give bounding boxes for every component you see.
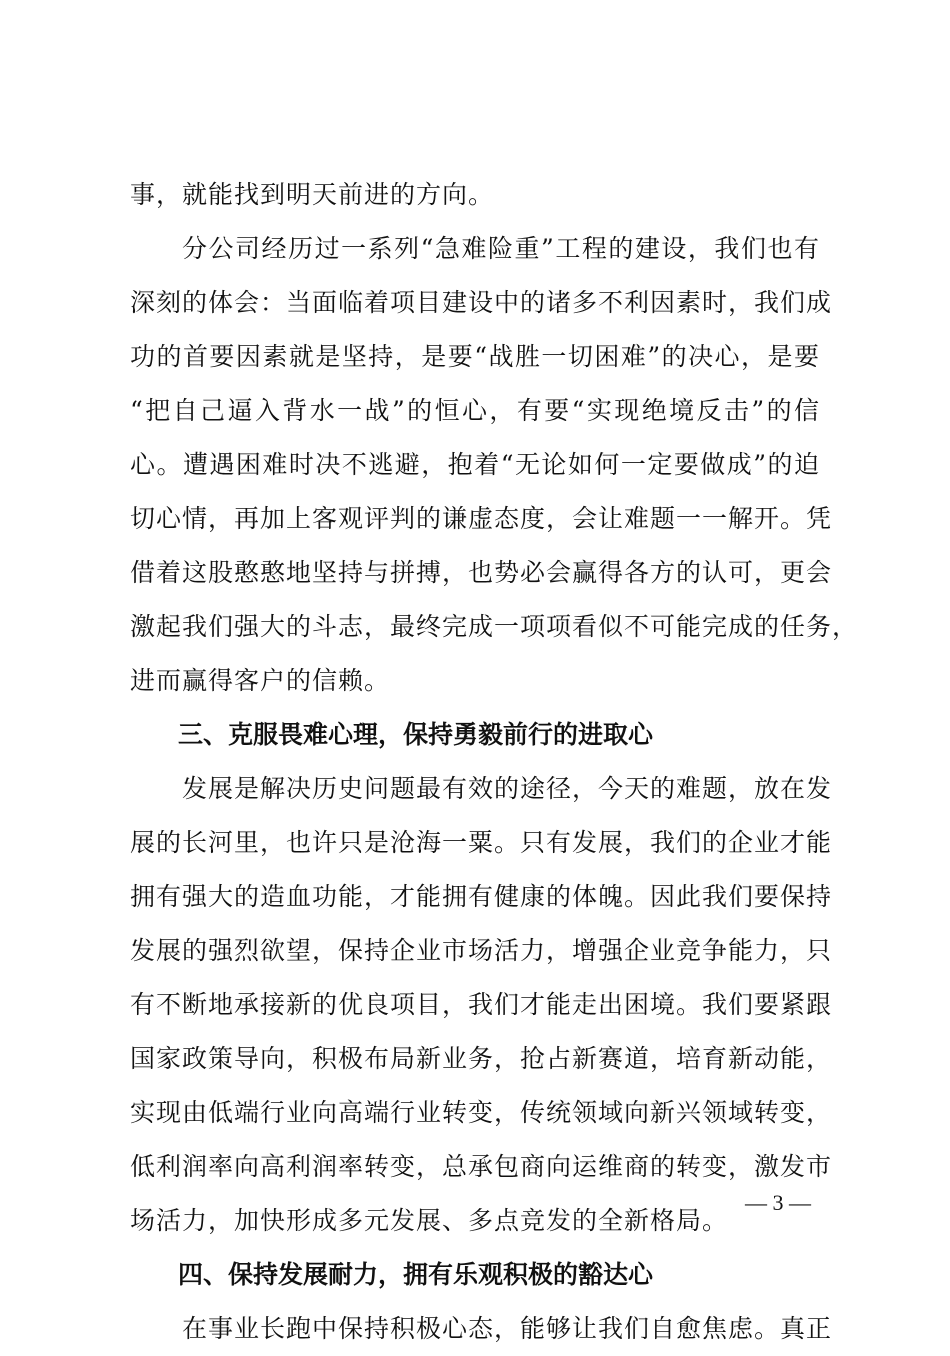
- section-heading: 四、保持发展耐力，拥有乐观积极的豁达心: [178, 1260, 654, 1289]
- paragraph-line: 功的首要因素就是坚持，是要“战胜一切困难”的决心，是要: [130, 342, 820, 371]
- paragraph-line: 心。遭遇困难时决不逃避，抱着“无论如何一定要做成”的迫: [130, 450, 820, 479]
- paragraph-line: 实现由低端行业向高端行业转变，传统领域向新兴领域转变，: [130, 1098, 833, 1127]
- paragraph-line: 事，就能找到明天前进的方向。: [130, 180, 495, 209]
- paragraph-line: 切心情，再加上客观评判的谦虚态度，会让难题一一解开。凭: [130, 504, 833, 533]
- paragraph-line: 国家政策导向，积极布局新业务，抢占新赛道，培育新动能，: [130, 1044, 833, 1073]
- page-number: — 3 —: [745, 1190, 811, 1215]
- paragraph-line: 拥有强大的造血功能，才能拥有健康的体魄。因此我们要保持: [130, 882, 833, 911]
- paragraph-line: 借着这股憨憨地坚持与拼搏，也势必会赢得各方的认可，更会: [130, 558, 833, 587]
- paragraph-line: 在事业长跑中保持积极心态，能够让我们自愈焦虑。真正: [182, 1314, 833, 1343]
- paragraph-line: 发展的强烈欲望，保持企业市场活力，增强企业竞争能力，只: [130, 936, 833, 965]
- section-heading: 三、克服畏难心理，保持勇毅前行的进取心: [178, 720, 654, 749]
- paragraph-line: 低利润率向高利润率转变，总承包商向运维商的转变，激发市: [130, 1152, 833, 1181]
- paragraph-line: 深刻的体会：当面临着项目建设中的诸多不利因素时，我们成: [130, 288, 833, 317]
- paragraph-line: 发展是解决历史问题最有效的途径，今天的难题，放在发: [182, 774, 833, 803]
- document-body: [130, 168, 859, 1356]
- paragraph-line: “把自己逼入背水一战”的恒心，有要“实现绝境反击”的信: [130, 396, 820, 425]
- paragraph-line: 展的长河里，也许只是沧海一粟。只有发展，我们的企业才能: [130, 828, 833, 857]
- paragraph-line: 分公司经历过一系列“急难险重”工程的建设，我们也有: [182, 234, 820, 263]
- paragraph-line: 激起我们强大的斗志，最终完成一项项看似不可能完成的任务，: [130, 612, 859, 641]
- paragraph-line: 场活力，加快形成多元发展、多点竞发的全新格局。: [130, 1206, 729, 1235]
- paragraph-line: 进而赢得客户的信赖。: [130, 666, 391, 695]
- paragraph-line: 有不断地承接新的优良项目，我们才能走出困境。我们要紧跟: [130, 990, 833, 1019]
